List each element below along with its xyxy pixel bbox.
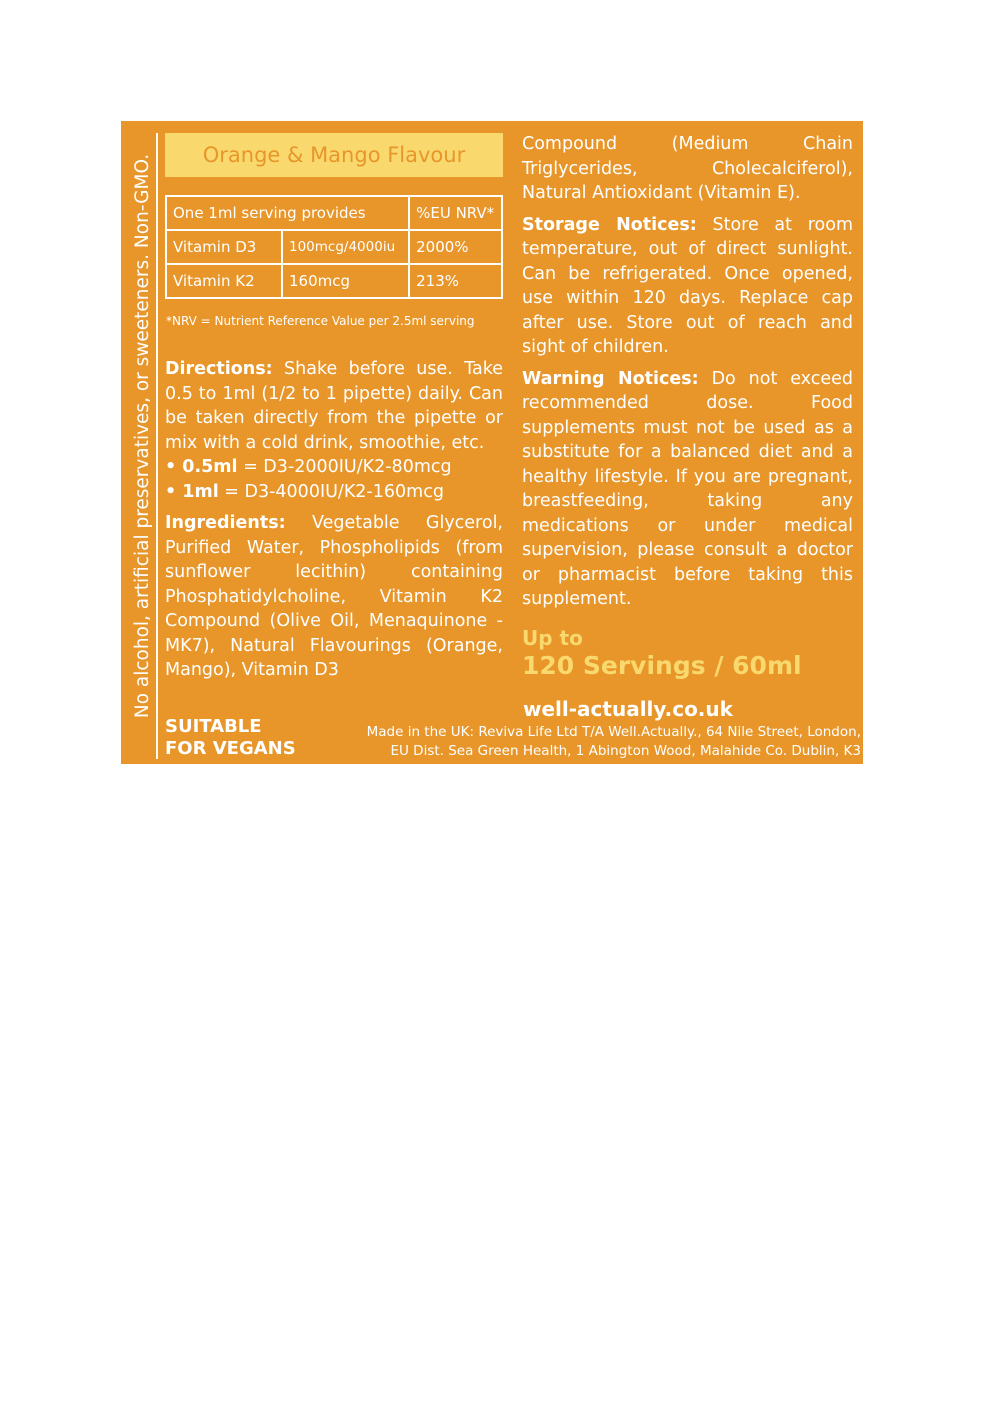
storage-text: Store at room temperature, out of direct sunlight. Can be refrigerated. Once opened, use within 120 days. Replace cap after use. Store out of reach and sight of children.: [522, 214, 853, 357]
directions-heading: Directions:: [165, 359, 273, 379]
nutrient-amount: 100mcg/4000iu: [282, 230, 409, 264]
left-column: [165, 357, 503, 690]
dose-text: = D3-2000IU/K2-80mcg: [237, 457, 452, 477]
warning-section: [522, 367, 853, 612]
table-row: [166, 230, 502, 264]
flavour-banner: Orange & Mango Flavour: [165, 133, 503, 177]
table-header-nrv: %EU NRV*: [409, 196, 502, 230]
ingredients-text: Vegetable Glycerol, Purified Water, Phospholipids (from sunflower lecithin) containing Phosphatidylcholine, Vitamin K2 Compound (Olive Oil, Menaquinone - MK7), Natural Flavourings (Orange, Mango), Vitamin D3: [165, 513, 503, 680]
dose-line: [165, 455, 503, 480]
dose-bullet: • 0.5ml: [165, 457, 238, 477]
warning-heading: Warning Notices:: [522, 368, 699, 389]
vegan-line-1: SUITABLE: [165, 716, 262, 737]
vegan-line-2: FOR VEGANS: [165, 738, 296, 759]
dose-line: [165, 480, 503, 505]
ingredients-continued: Compound (Medium Chain Triglycerides, Cholecalciferol), Natural Antioxidant (Vitamin E).: [522, 134, 853, 203]
nutrition-table: [165, 195, 503, 299]
right-column: [522, 132, 853, 619]
ingredients-heading: Ingredients:: [165, 513, 286, 533]
website-text: well-actually.co.uk: [523, 697, 733, 721]
dose-text: = D3-4000IU/K2-160mcg: [218, 481, 444, 502]
table-header-serving: One 1ml serving provides: [166, 196, 409, 230]
directions-section: [165, 357, 503, 504]
vertical-divider: [156, 133, 158, 759]
dose-bullet: • 1ml: [165, 481, 219, 502]
manufacturer-line-2: EU Dist. Sea Green Health, 1 Abington Wood, Malahide Co. Dublin, K3: [390, 743, 861, 759]
up-to-text: Up to: [522, 626, 583, 650]
nutrient-nrv: 2000%: [409, 230, 502, 264]
table-row: [166, 264, 502, 298]
ingredients-section: [165, 511, 503, 683]
nutrient-nrv: 213%: [409, 264, 502, 298]
vegan-badge: [165, 716, 296, 760]
nutrient-name: Vitamin K2: [166, 264, 282, 298]
servings-text: 120 Servings / 60ml: [522, 651, 802, 680]
storage-section: [522, 213, 853, 360]
nrv-footnote: *NRV = Nutrient Reference Value per 2.5ml serving: [166, 314, 475, 328]
directions-text: Shake before use. Take 0.5 to 1ml (1/2 to 1 pipette) daily. Can be taken directly from the pipette or mix with a cold drink, smoothie, etc.: [165, 359, 503, 453]
table-header-row: [166, 196, 502, 230]
manufacturer-line-1: Made in the UK: Reviva Life Ltd T/A Well.Actually., 64 Nile Street, London,: [366, 724, 861, 740]
warning-text: Do not exceed recommended dose. Food supplements must not be used as a substitute for a balanced diet and a healthy lifestyle. If you are pregnant, breastfeeding, taking any medications or under medical supervision, please consult a doctor or pharmacist before taking this supplement.: [522, 368, 853, 609]
manufacturer-info: [343, 723, 861, 761]
storage-heading: Storage Notices:: [522, 214, 697, 235]
nutrient-amount: 160mcg: [282, 264, 409, 298]
side-claims-text: No alcohol, artificial preservatives, or sweeteners. Non-GMO.: [132, 153, 153, 719]
product-label: [121, 121, 863, 764]
nutrient-name: Vitamin D3: [166, 230, 282, 264]
